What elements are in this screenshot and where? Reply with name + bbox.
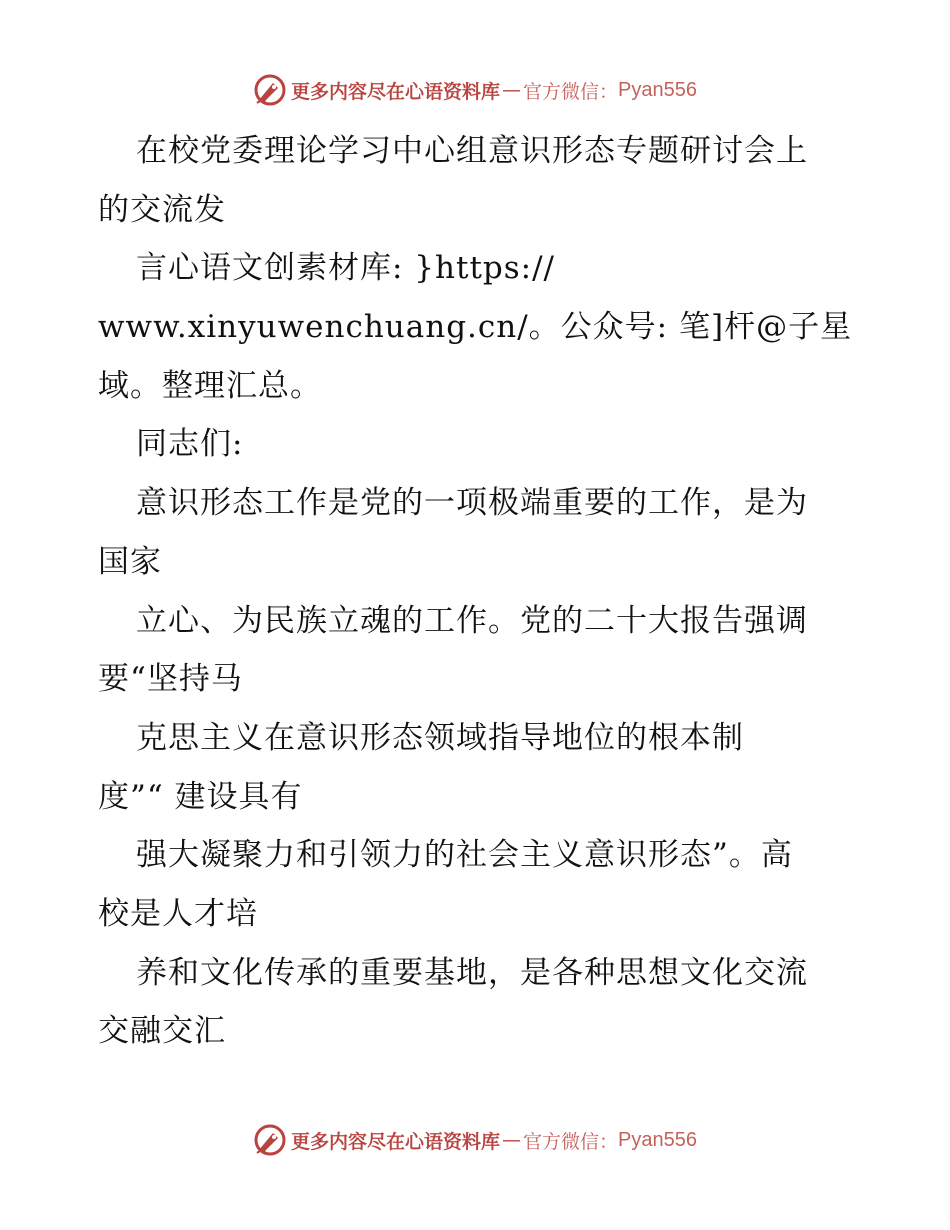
footer-banner-text: 更多内容尽在心语资料库 [291, 1130, 501, 1153]
paragraph-line: 要“坚持马 [98, 661, 243, 698]
header-wechat-label: 官方微信： [523, 80, 619, 103]
footer-wechat-id: Pyan556 [618, 1128, 697, 1151]
paragraph-line: 校是人才培 [98, 895, 258, 932]
source-note-line-2: www.xinyuwenchuang.cn/。公众号: 笔]杆@子星 [98, 309, 853, 346]
source-note-line-1: 言心语文创素材库: }https:// [136, 250, 555, 287]
header-banner-separator: — [502, 79, 522, 101]
paragraph-line: 强大凝聚力和引领力的社会主义意识形态”。高 [136, 837, 793, 874]
paragraph-line: 交融交汇 [98, 1013, 226, 1050]
paragraph-line: 养和文化传承的重要基地，是各种思想文化交流 [136, 954, 808, 991]
document-title-line-1: 在校党委理论学习中心组意识形态专题研讨会上 [136, 133, 808, 169]
footer-wechat-label: 官方微信： [523, 1130, 619, 1153]
header-banner-text: 更多内容尽在心语资料库 [291, 80, 501, 103]
document-title-line-2: 的交流发 [98, 191, 226, 228]
paragraph-line: 国家 [98, 543, 162, 580]
pen-nib-logo-icon [253, 73, 287, 107]
document-body [98, 122, 858, 1061]
header-banner [0, 70, 950, 110]
footer-banner-separator: — [502, 1129, 522, 1151]
source-note-line-3: 域。整理汇总。 [98, 367, 322, 404]
paragraph-line: 度”“ 建设具有 [98, 778, 303, 815]
header-wechat-id: Pyan556 [618, 78, 697, 101]
paragraph-line: 意识形态工作是党的一项极端重要的工作，是为 [136, 485, 808, 522]
salutation: 同志们: [136, 426, 244, 463]
paragraph-line: 克思主义在意识形态领域指导地位的根本制 [136, 719, 744, 756]
footer-banner [0, 1120, 950, 1160]
paragraph-line: 立心、为民族立魂的工作。党的二十大报告强调 [136, 602, 808, 639]
pen-nib-logo-icon [253, 1123, 287, 1157]
